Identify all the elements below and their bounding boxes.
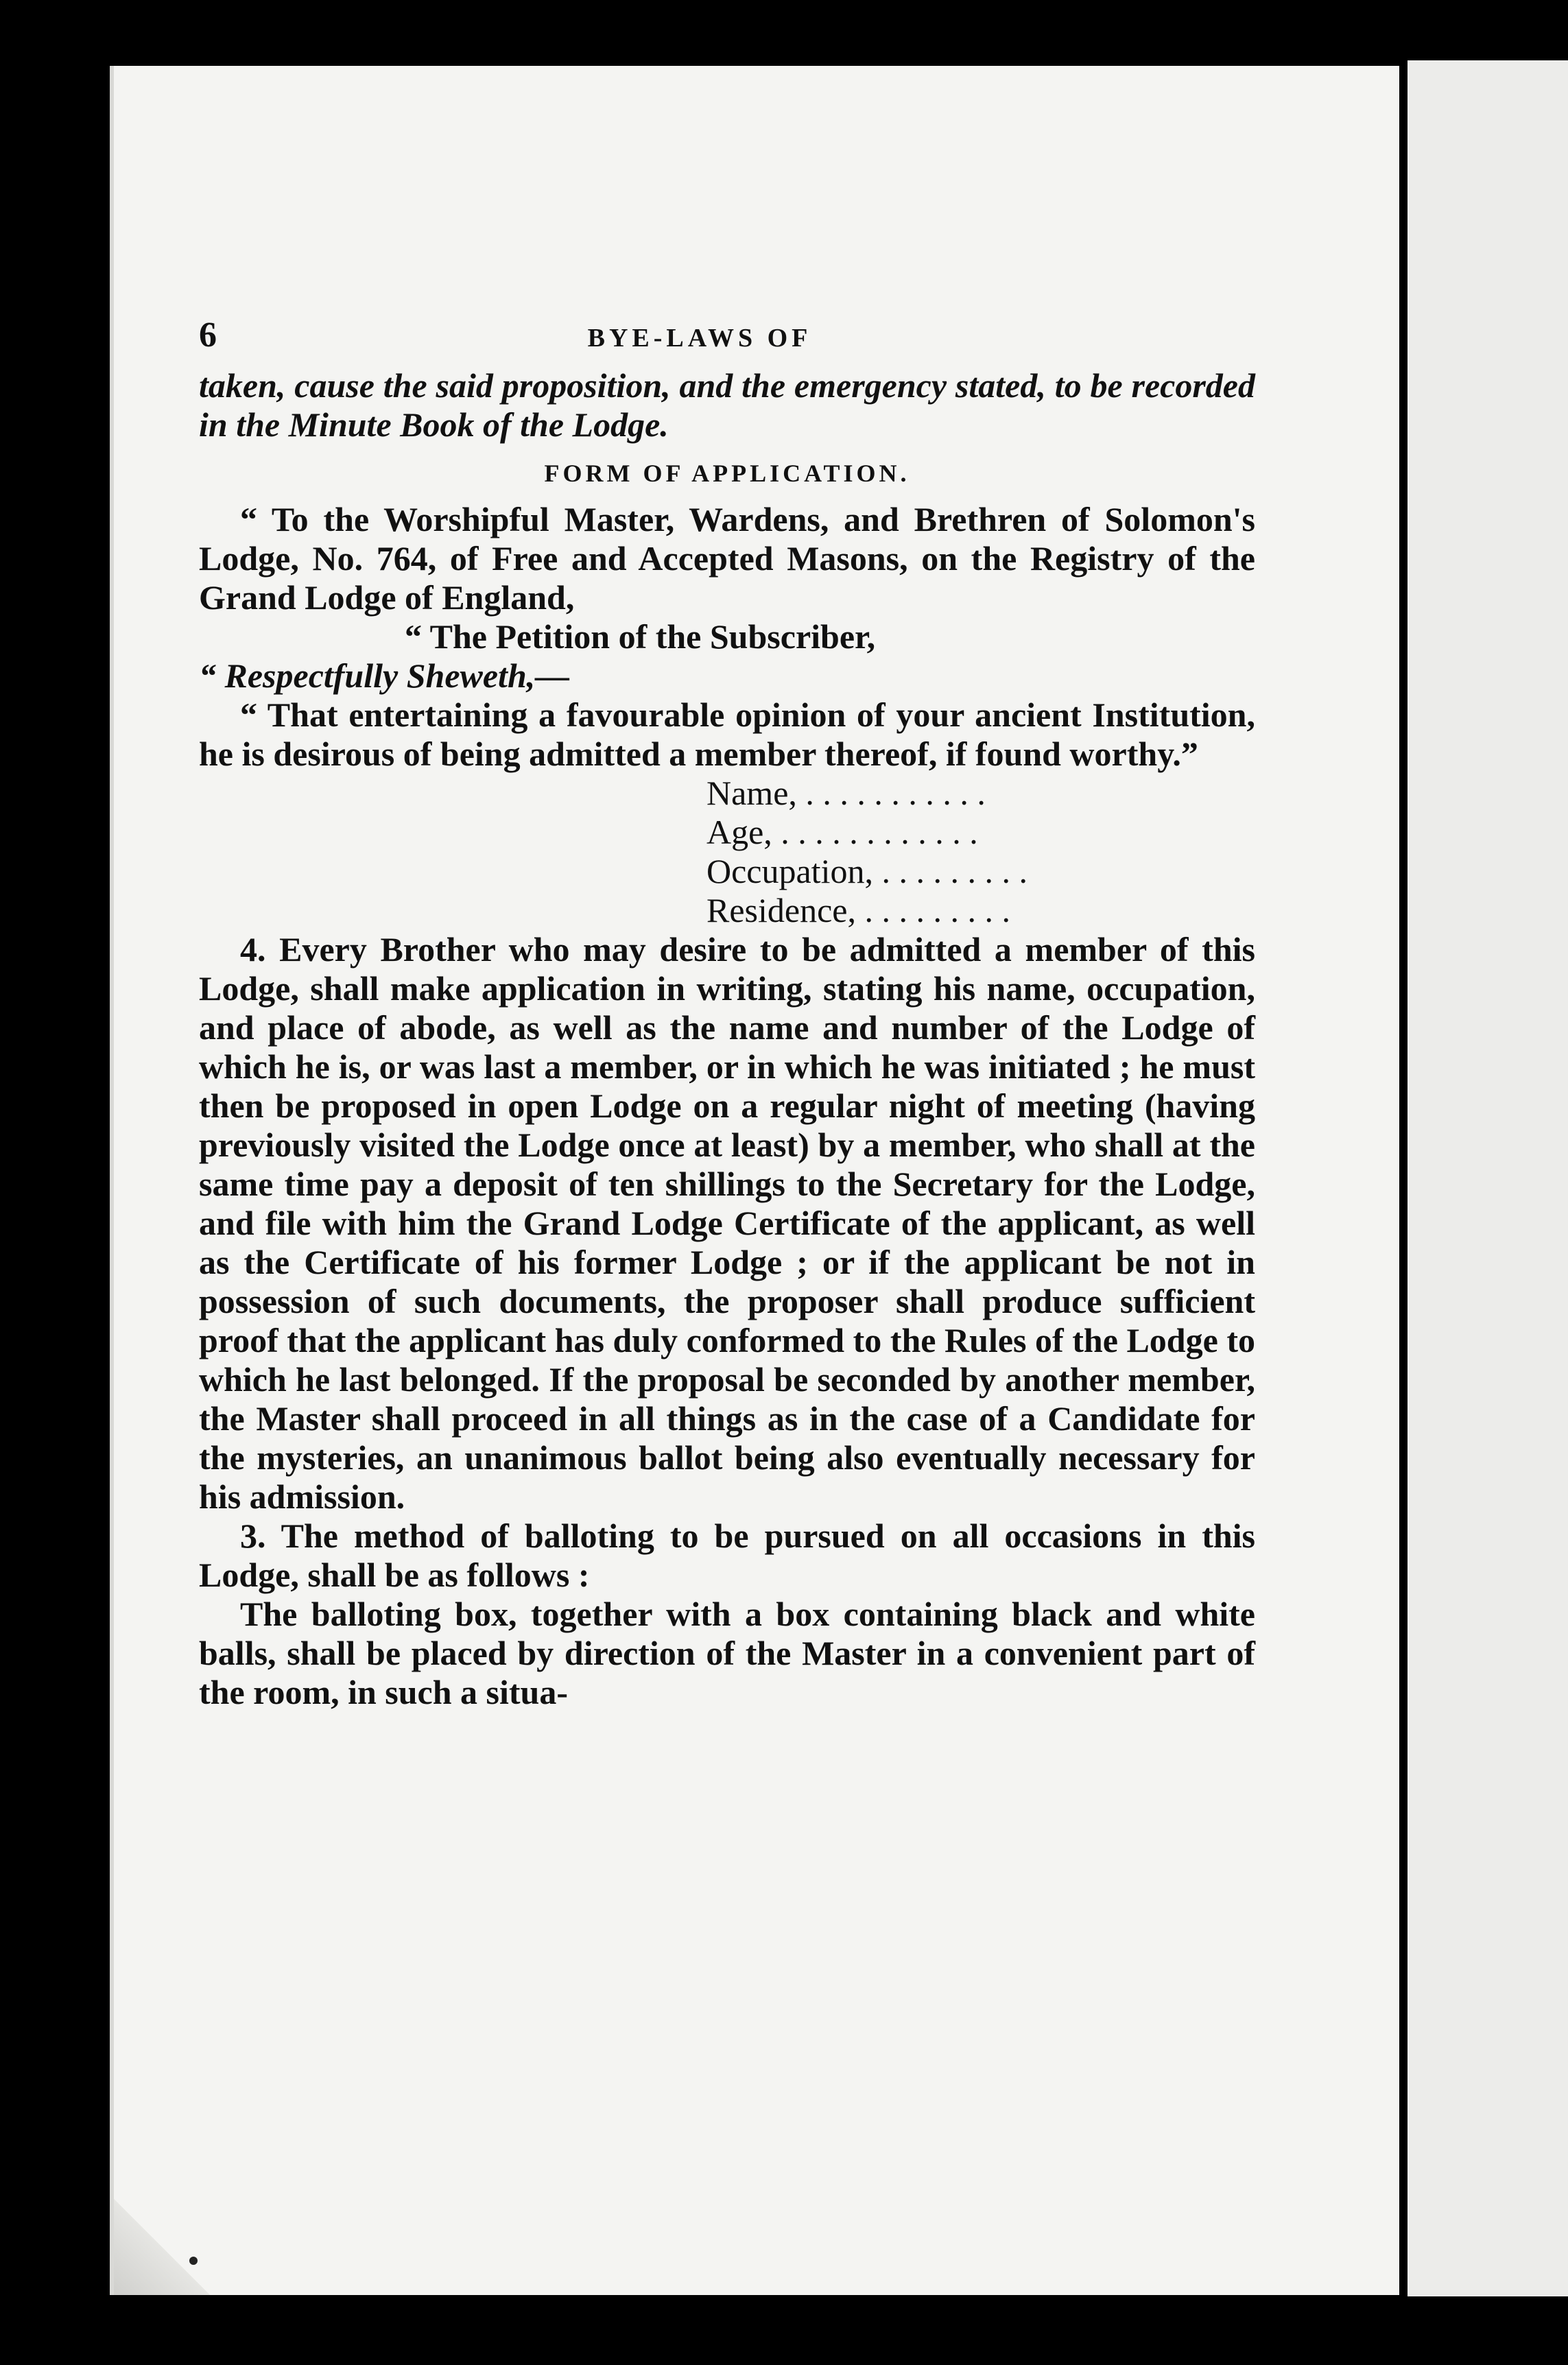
- continuation-paragraph: taken, cause the said proposition, and the emergency stated, to be recorded in the Minute Book of the Lodge.: [199, 366, 1255, 444]
- ink-spot: [189, 2257, 198, 2265]
- paragraph-6: The balloting box, together with a box containing black and white balls, shall be placed by direction of the Master in a convenient part of the room, in such a situa-: [199, 1595, 1255, 1711]
- page-text: [199, 316, 1255, 1712]
- running-head: [199, 316, 1255, 361]
- paragraph-4: 4. Every Brother who may desire to be admitted a member of this Lodge, shall make application in writing, stating his name, occupation, and place of abode, as well as the name and number of the Lodge of which he is, or was last a member, or in which he was initiated ; he must then be proposed in open Lodge on a regular night of meeting (having previously visited the Lodge once at least) by a member, who shall at the same time pay a deposit of ten shillings to the Secretary for the Lodge, and file with him the Grand Lodge Certificate of the applicant, as well as the Certificate of his former Lodge ; or if the applicant be not in possession of such documents, the proposer shall produce sufficient proof that the applicant has duly conformed to the Rules of the Lodge to which he last belonged. If the proposal be seconded by another member, the Master shall proceed in all things as in the case of a Candidate for the mysteries, an unanimous ballot being also eventually necessary for his admission.: [199, 930, 1255, 1516]
- folded-corner: [114, 2199, 210, 2295]
- application-fields: [706, 774, 1255, 930]
- sheweth-line: “ Respectfully Sheweth,—: [199, 656, 570, 695]
- page-number: 6: [199, 316, 217, 355]
- form-heading: FORM OF APPLICATION.: [544, 460, 910, 487]
- field-name: Name, . . . . . . . . . . .: [706, 774, 986, 812]
- address-paragraph: “ To the Worshipful Master, Wardens, and Brethren of Solomon's Lodge, No. 764, of Free and Accepted Masons, on the Registry of the Grand Lodge of England,: [199, 500, 1255, 617]
- running-title: BYE-LAWS OF: [587, 324, 812, 353]
- field-age: Age, . . . . . . . . . . . .: [706, 813, 978, 851]
- facing-page: [1407, 60, 1568, 2296]
- that-paragraph: “ That entertaining a favourable opinion of your ancient Institution, he is desirous of being admitted a member thereof, if found worthy.”: [199, 696, 1255, 773]
- petition-line: “ The Petition of the Subscriber,: [405, 617, 876, 656]
- paragraph-5: 3. The method of balloting to be pursued on all occasions in this Lodge, shall be as follows :: [199, 1517, 1255, 1594]
- field-residence: Residence, . . . . . . . . .: [706, 891, 1010, 929]
- field-occupation: Occupation, . . . . . . . . .: [706, 852, 1027, 890]
